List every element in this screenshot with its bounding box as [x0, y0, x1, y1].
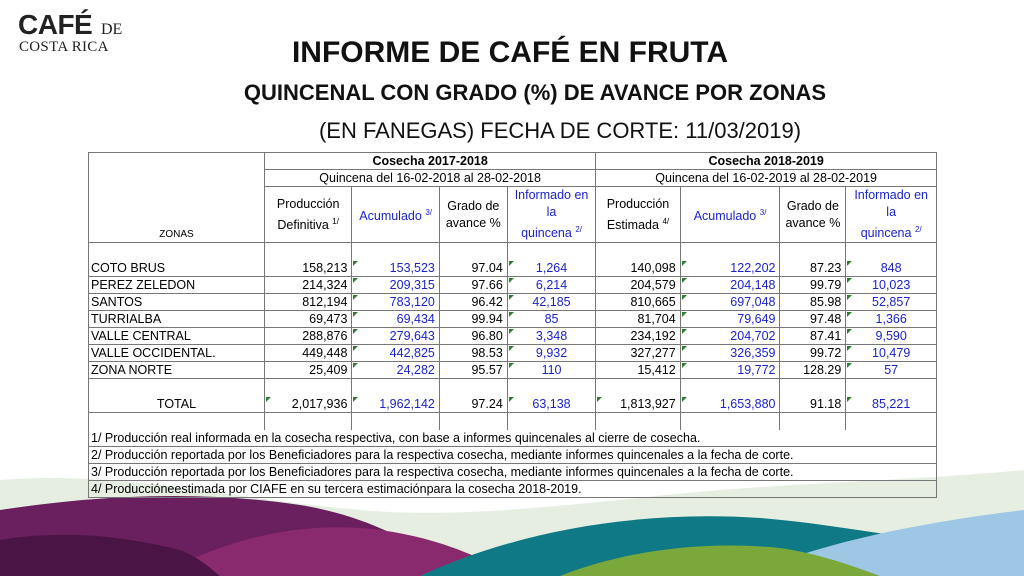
grado-avance-2018: 99.94	[439, 311, 507, 328]
produccion-estimada: 234,192	[596, 328, 680, 345]
grado-avance-2018-header: Grado de avance %	[439, 187, 507, 243]
informado-quincena-2018: 1,264	[507, 260, 596, 277]
grado-avance-2019: 87.23	[780, 260, 846, 277]
produccion-estimada: 204,579	[596, 277, 680, 294]
total-produccion-definitiva: 2,017,936	[264, 396, 351, 413]
footnote-2: 2/ Producción reportada por los Beneficiadores para la respectiva cosecha, mediante informes quincenales a la fecha de corte.	[89, 447, 937, 464]
informado-quincena-2019: 9,590	[846, 328, 937, 345]
zona-name: TURRIALBA	[89, 311, 265, 328]
produccion-definitiva: 288,876	[264, 328, 351, 345]
zona-name: PEREZ ZELEDON	[89, 277, 265, 294]
table-row	[89, 345, 937, 362]
acumulado-2019: 19,772	[680, 362, 780, 379]
report-title: INFORME DE CAFÉ EN FRUTA	[291, 36, 729, 69]
cosecha-2018-2019-header: Cosecha 2018-2019	[596, 153, 937, 170]
grado-avance-2019: 85.98	[780, 294, 846, 311]
acumulado-2018: 24,282	[352, 362, 439, 379]
table-row	[89, 311, 937, 328]
informado-quincena-2019: 10,023	[846, 277, 937, 294]
informado-quincena-2019: 57	[846, 362, 937, 379]
acumulado-2019: 79,649	[680, 311, 780, 328]
coffee-report-table	[88, 152, 937, 498]
total-informado-2018: 63,138	[507, 396, 596, 413]
header-row-cosecha	[89, 153, 937, 170]
grado-avance-2018: 96.42	[439, 294, 507, 311]
produccion-estimada: 15,412	[596, 362, 680, 379]
informado-quincena-2018: 85	[507, 311, 596, 328]
zona-name: SANTOS	[89, 294, 265, 311]
footnote-1: 1/ Producción real informada en la cosecha respectiva, con base a informes quincenales al cierre de cosecha.	[89, 430, 937, 447]
grado-avance-2019: 99.72	[780, 345, 846, 362]
table-row	[89, 294, 937, 311]
zona-name: VALLE CENTRAL	[89, 328, 265, 345]
produccion-definitiva: 449,448	[264, 345, 351, 362]
zona-name: ZONA NORTE	[89, 362, 265, 379]
informado-quincena-2018: 6,214	[507, 277, 596, 294]
produccion-definitiva: 812,194	[264, 294, 351, 311]
acumulado-2018: 279,643	[352, 328, 439, 345]
acumulado-2018: 783,120	[352, 294, 439, 311]
informado-quincena-2018: 9,932	[507, 345, 596, 362]
footnote-row	[89, 430, 937, 447]
total-grado-2018: 97.24	[439, 396, 507, 413]
grado-avance-2018: 95.57	[439, 362, 507, 379]
acumulado-2019-header: Acumulado $^{3/}$	[680, 187, 780, 243]
footnote-4: 4/ Produccióneestimada por CIAFE en su tercera estimaciónpara la cosecha 2018-2019.	[89, 481, 937, 498]
header-row-columns	[89, 187, 937, 243]
grado-avance-2018: 97.66	[439, 277, 507, 294]
produccion-definitiva: 69,473	[264, 311, 351, 328]
acumulado-2018: 153,523	[352, 260, 439, 277]
grado-avance-2019: 128.29	[780, 362, 846, 379]
logo-de-text: DE	[101, 21, 123, 38]
table-row	[89, 362, 937, 379]
table-row	[89, 260, 937, 277]
zona-name: COTO BRUS	[89, 260, 265, 277]
produccion-definitiva-header: Producción Definitiva $^{1/}$	[264, 187, 351, 243]
spacer-row	[89, 243, 937, 260]
acumulado-2019: 204,148	[680, 277, 780, 294]
grado-avance-2019: 87.41	[780, 328, 846, 345]
total-produccion-estimada: 1,813,927	[596, 396, 680, 413]
acumulado-2018-header: Acumulado $^{3/}$	[352, 187, 439, 243]
table-row	[89, 277, 937, 294]
total-acumulado-2018: 1,962,142	[352, 396, 439, 413]
informado-quincena-2019-header: Informado en la quincena $^{2/}$	[846, 187, 937, 243]
produccion-estimada: 327,277	[596, 345, 680, 362]
grado-avance-2018: 98.53	[439, 345, 507, 362]
footnote-row	[89, 481, 937, 498]
logo-costa-rica-text: COSTA RICA	[19, 39, 109, 55]
produccion-definitiva: 158,213	[264, 260, 351, 277]
spacer-row	[89, 413, 937, 430]
quincena-2019-header: Quincena del 16-02-2019 al 28-02-2019	[596, 170, 937, 187]
acumulado-2019: 326,359	[680, 345, 780, 362]
footnote-row	[89, 464, 937, 481]
informado-quincena-2019: 848	[846, 260, 937, 277]
grado-avance-2019: 97.48	[780, 311, 846, 328]
quincena-2018-header: Quincena del 16-02-2018 al 28-02-2018	[264, 170, 595, 187]
informado-quincena-2019: 52,857	[846, 294, 937, 311]
cosecha-2017-2018-header: Cosecha 2017-2018	[264, 153, 595, 170]
produccion-estimada: 81,704	[596, 311, 680, 328]
acumulado-2018: 69,434	[352, 311, 439, 328]
grado-avance-2018: 96.80	[439, 328, 507, 345]
acumulado-2019: 697,048	[680, 294, 780, 311]
logo-cafe-text: CAFÉ	[18, 9, 93, 40]
table-row	[89, 328, 937, 345]
cafe-de-costa-rica-logo	[18, 10, 138, 56]
footnote-3: 3/ Producción reportada por los Beneficiadores para la respectiva cosecha, mediante informes quincenales a la fecha de corte.	[89, 464, 937, 481]
zonas-header: ZONAS	[89, 187, 265, 243]
informado-quincena-2018: 42,185	[507, 294, 596, 311]
produccion-definitiva: 25,409	[264, 362, 351, 379]
informado-quincena-2019: 1,366	[846, 311, 937, 328]
informado-quincena-2018: 3,348	[507, 328, 596, 345]
produccion-estimada: 140,098	[596, 260, 680, 277]
acumulado-2018: 209,315	[352, 277, 439, 294]
header-row-quincena	[89, 170, 937, 187]
total-label: TOTAL	[89, 396, 265, 413]
grado-avance-2019-header: Grado de avance %	[780, 187, 846, 243]
informado-quincena-2018: 110	[507, 362, 596, 379]
informado-quincena-2018-header: Informado en la quincena $^{2/}$	[507, 187, 596, 243]
total-row	[89, 396, 937, 413]
informado-quincena-2019: 10,479	[846, 345, 937, 362]
grado-avance-2019: 99.79	[780, 277, 846, 294]
total-informado-2019: 85,221	[846, 396, 937, 413]
report-date-line: (EN FANEGAS) FECHA DE CORTE: 11/03/2019)	[318, 118, 802, 143]
produccion-estimada-header: Producción Estimada $^{4/}$	[596, 187, 680, 243]
acumulado-2019: 204,702	[680, 328, 780, 345]
total-acumulado-2019: 1,653,880	[680, 396, 780, 413]
produccion-estimada: 810,665	[596, 294, 680, 311]
total-grado-2019: 91.18	[780, 396, 846, 413]
acumulado-2018: 442,825	[352, 345, 439, 362]
spacer-row	[89, 379, 937, 396]
zona-name: VALLE OCCIDENTAL.	[89, 345, 265, 362]
produccion-definitiva: 214,324	[264, 277, 351, 294]
report-subtitle: QUINCENAL CON GRADO (%) DE AVANCE POR ZONAS	[243, 80, 827, 105]
footnote-row	[89, 447, 937, 464]
grado-avance-2018: 97.04	[439, 260, 507, 277]
acumulado-2019: 122,202	[680, 260, 780, 277]
